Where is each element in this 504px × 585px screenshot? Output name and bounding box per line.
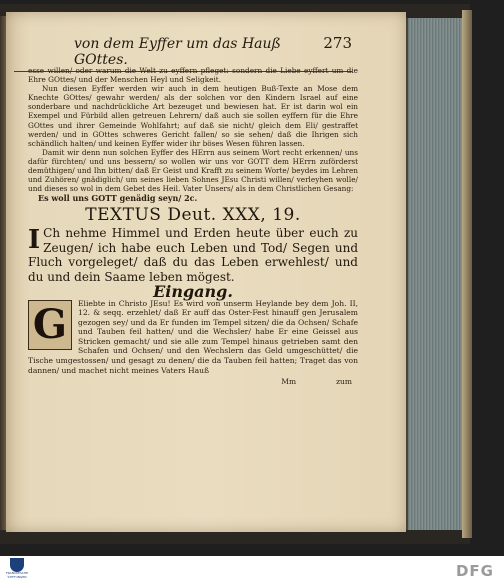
book-cover-edge bbox=[462, 10, 472, 538]
page-text bbox=[28, 66, 358, 386]
eingang-section bbox=[28, 299, 358, 376]
paragraph-1: esse willen/ oder warum die Welt zu eyffern pfleget: sondern die Liebe eyffert um die Ehre GOttes/ und der Menschen Heyl und Seligkeit. bbox=[28, 66, 358, 85]
ornamental-initial-g bbox=[28, 300, 72, 350]
shield-icon bbox=[10, 558, 24, 572]
paragraph-3: Damit wir denn nun solchen Eyffer des HErrn aus seinem Wort recht erkennen/ uns dafür fürchten/ und uns bessern/ so wollen wir uns vor GOTT dem HErrn zuförderst demüthigen/ und Ihn bitten/ daß Er Geist und Krafft zu seinem Worte/ beydes im Lehren und Zuhören/ gnädiglich/ um seines lieben Sohnes JEsu Christi willen/ verleyhen wolle/ und dieses so wol in dem Gebet des Heil. Vater Unsers/ als in dem Christlichen Gesang: bbox=[28, 147, 358, 194]
paragraph-2: Nun diesen Eyffer werden wir auch in dem heutigen Buß-Texte an Mose dem Knechte GOttes/ gewahr werden/ als der solchen vor den Kindern Israel auf eine sonderbare und nachdrückliche Art bezeuget und bewiesen hat. Er ist darin wol ein Exempel und Fürbild allen getreuen Lehrern/ daß auch sie sollen eyffern für die Ehre GOttes und ihrer Gemeinde Wohlfahrt; auf daß sie nicht/ gleich dem Eli/ gestraffet werden/ und in GOttes schweres Gericht fallen/ so sie sehen/ daß die Ihrigen sich schändlich halten/ und keinen Eyffer wider ihr böses Wesen führen lassen. bbox=[28, 84, 358, 148]
viewer-footer bbox=[0, 556, 504, 585]
signature-mark: Mm bbox=[281, 377, 297, 387]
drop-cap-i: I bbox=[28, 225, 41, 256]
catchword: zum bbox=[336, 377, 352, 387]
logo-caption: FRANCKESCHE STIFTUNGEN bbox=[5, 571, 29, 579]
running-title: von dem Eyffer um das Hauß GOttes. bbox=[74, 36, 281, 68]
ornamental-initial-letter: G bbox=[32, 300, 68, 348]
book-scan bbox=[0, 4, 470, 544]
page-edges bbox=[406, 18, 464, 530]
textus-heading: TEXTUS Deut. XXX, 19. bbox=[85, 205, 301, 226]
page-number: 273 bbox=[323, 34, 352, 52]
dfg-logo[interactable]: DFG bbox=[455, 562, 494, 580]
bible-verse bbox=[28, 226, 358, 284]
hymn-line: Es woll uns GOTT genädig seyn/ 2c. bbox=[38, 193, 198, 204]
eingang-heading: Eingang. bbox=[153, 282, 233, 302]
page-footer-marks bbox=[28, 377, 358, 386]
eingang-text: Eliebte in Christo JEsu! Es wird von unserm Heylande bey dem Joh. II, 12. & seqq. erzehlet/ daß Er auff das Oster-Fest hinauff gen Jerusalem gezogen sey/ und da Er funden im Tempel sitzen/ die da Ochsen/ Schafe und Tauben feil hatten/ und die Wechsler/ habe Er eine Geissel aus Stricken gemacht/ und sie alle zum Tempel hinaus getrieben samt den Schafen und Ochsen/ und den Wechslern das Geld umgeschüttet/ die Tische umgestossen/ und gesagt zu denen/ die da Tauben feil hatten; Traget das von dannen/ und machet nicht meines Vaters Hauß bbox=[28, 298, 358, 375]
bible-verse-text: Ch nehme Himmel und Erden heute über euch zu Zeugen/ ich habe euch Leben und Tod/ Segen und Fluch vorgeleget/ daß du das Leben erwehlest/ und du und dein Saame leben mögest. bbox=[28, 226, 358, 284]
francke-foundation-logo[interactable] bbox=[4, 558, 30, 583]
